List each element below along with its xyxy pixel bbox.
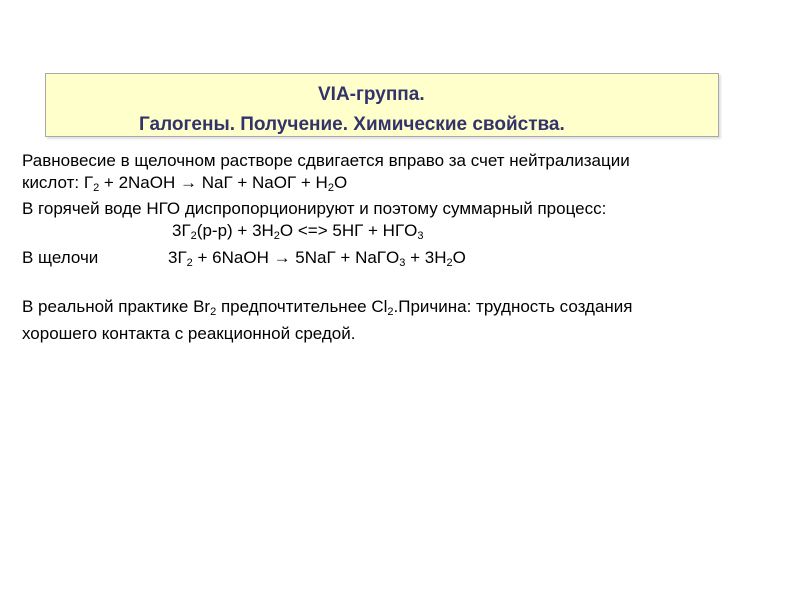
paragraph-text: предпочтительнее Cl [216, 297, 388, 316]
equation-text: + 6NaOH → 5NaГ + NaГO [192, 248, 400, 267]
paragraph-2-line-1: В горячей воде НГО диспропорционируют и поэтому суммарный процесс: [22, 199, 607, 218]
paragraph-text: В реальной практике Br [22, 297, 211, 316]
paragraph-4-line-2: хорошего контакта с реакционной средой. [22, 324, 356, 343]
subscript: 3 [417, 230, 424, 242]
paragraph-1-line-1: Равновесие в щелочном растворе сдвигается вправо за счет нейтрализации [22, 151, 630, 170]
paragraph-text: .Причина: трудность создания [393, 297, 633, 316]
subscript: 2 [446, 257, 453, 269]
subscript: 2 [186, 257, 193, 269]
subscript: 2 [387, 306, 394, 318]
equation-text: O [333, 173, 348, 192]
disproportionation-equation [172, 221, 424, 241]
title-box [45, 73, 719, 137]
equation-text: (р-р) + 3H [196, 221, 274, 240]
equation-text: 3Г [172, 221, 191, 240]
alkali-label: В щелочи [22, 248, 99, 267]
subscript: 2 [93, 182, 100, 194]
subscript: 2 [190, 230, 197, 242]
equation-text: O [452, 248, 466, 267]
equation-text: + 3H [405, 248, 447, 267]
alkali-equation [168, 248, 466, 268]
subscript: 2 [327, 182, 334, 194]
paragraph-1-equation-line [22, 173, 347, 193]
slide-subtitle: Галогены. Получение. Химические свойства. [139, 114, 565, 135]
slide-title: VIA-группа. [318, 84, 425, 105]
subscript: 3 [399, 257, 406, 269]
paragraph-4-line-1 [22, 297, 633, 317]
equation-text: O <=> 5HГ + HГO [279, 221, 418, 240]
subscript: 2 [210, 306, 217, 318]
equation-text: + 2NaOH → NaГ + NaOГ + H [99, 173, 328, 192]
equation-text: 3Г [168, 248, 187, 267]
subscript: 2 [273, 230, 280, 242]
equation-text: кислот: Г [22, 173, 94, 192]
